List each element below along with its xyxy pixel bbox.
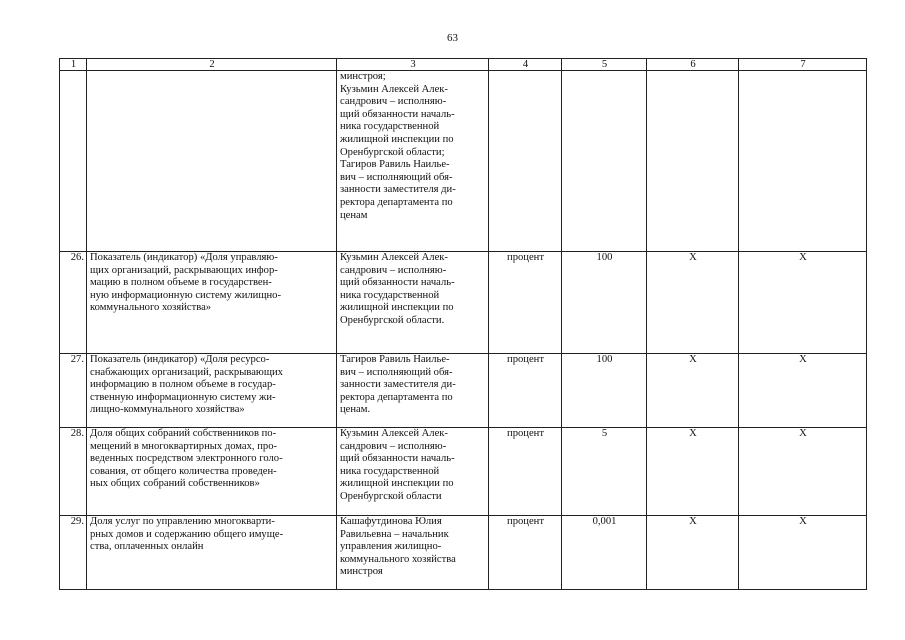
header-cell: 7 (739, 59, 867, 71)
col6-cell: Х (647, 354, 739, 428)
unit-cell: процент (489, 428, 562, 516)
table-row (60, 71, 867, 252)
table-row (60, 516, 867, 590)
row-number: 29. (60, 516, 87, 590)
header-cell: 5 (562, 59, 647, 71)
header-cell: 1 (60, 59, 87, 71)
header-cell: 2 (87, 59, 337, 71)
responsible-cell: минстроя; Кузьмин Алексей Алек- сандрович – исполняю- щий обязанности началь- ника государственной жилищной инспекции по Оренбургской области; Тагиров Равиль Наилье- вич – исполняющий обя- занности заместителя ди- ректора департамента по ценам (337, 71, 489, 252)
table-row (60, 354, 867, 428)
header-row (60, 59, 867, 71)
indicator-cell: Доля услуг по управлению многокварти- рных домов и содержанию общего имуще- ства, оплаченных онлайн (87, 516, 337, 590)
header-cell: 3 (337, 59, 489, 71)
row-number: 28. (60, 428, 87, 516)
indicator-cell: Показатель (индикатор) «Доля ресурсо- снабжающих организаций, раскрывающих информацию в полном объеме в государ- ственную информационную систему жи- лищно-коммунального хозяйства» (87, 354, 337, 428)
col6-cell: Х (647, 516, 739, 590)
header-cell: 6 (647, 59, 739, 71)
row-number: 27. (60, 354, 87, 428)
col7-cell (739, 71, 867, 252)
col6-cell (647, 71, 739, 252)
col6-cell: Х (647, 252, 739, 354)
table-row (60, 428, 867, 516)
row-number: 26. (60, 252, 87, 354)
col7-cell: Х (739, 354, 867, 428)
responsible-cell: Кашафутдинова Юлия Равильевна – начальник управления жилищно- коммунального хозяйства минстроя (337, 516, 489, 590)
page-number: 63 (447, 32, 458, 44)
col6-cell: Х (647, 428, 739, 516)
unit-cell: процент (489, 516, 562, 590)
value-cell (562, 71, 647, 252)
unit-cell (489, 71, 562, 252)
row-number (60, 71, 87, 252)
unit-cell: процент (489, 252, 562, 354)
col7-cell: Х (739, 516, 867, 590)
header-cell: 4 (489, 59, 562, 71)
value-cell: 100 (562, 354, 647, 428)
unit-cell: процент (489, 354, 562, 428)
indicator-cell: Доля общих собраний собственников по- мещений в многоквартирных домах, про- веденных посредством электронного голо- сования, от общего количества проведен- ных общих собраний собственников» (87, 428, 337, 516)
responsible-cell: Тагиров Равиль Наилье- вич – исполняющий обя- занности заместителя ди- ректора департамента по ценам. (337, 354, 489, 428)
responsible-cell: Кузьмин Алексей Алек- сандрович – исполняю- щий обязанности началь- ника государственной жилищной инспекции по Оренбургской области. (337, 252, 489, 354)
indicator-cell: Показатель (индикатор) «Доля управляю- щих организаций, раскрывающих инфор- мацию в полном объеме в государствен- ную информационную систему жилищно- коммунального хозяйства» (87, 252, 337, 354)
program-table (59, 58, 867, 590)
value-cell: 0,001 (562, 516, 647, 590)
col7-cell: Х (739, 428, 867, 516)
responsible-cell: Кузьмин Алексей Алек- сандрович – исполняю- щий обязанности началь- ника государственной жилищной инспекции по Оренбургской области (337, 428, 489, 516)
indicator-cell (87, 71, 337, 252)
table-row (60, 252, 867, 354)
value-cell: 100 (562, 252, 647, 354)
value-cell: 5 (562, 428, 647, 516)
col7-cell: Х (739, 252, 867, 354)
